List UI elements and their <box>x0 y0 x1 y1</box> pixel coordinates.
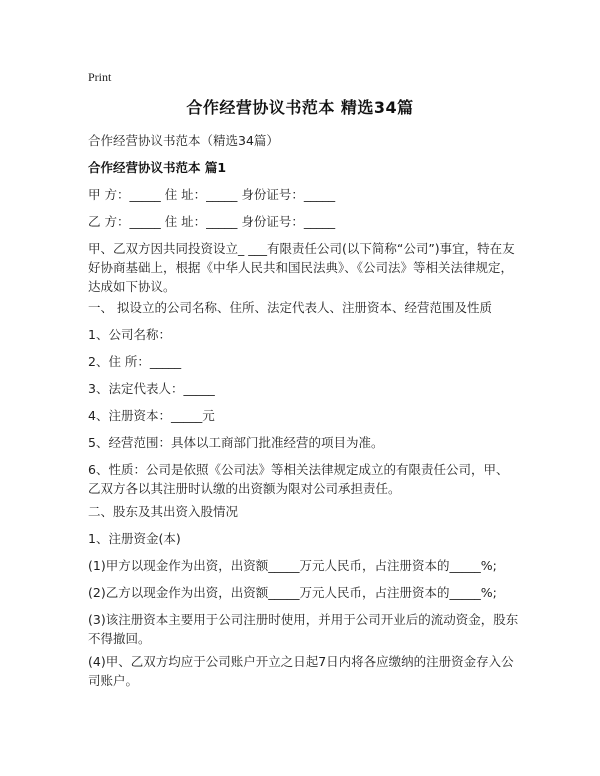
nature-item: 6、性质：公司是依照《公司法》等相关法律规定成立的有限责任公司，甲、乙双方各以其注册时认缴的出资额为限对公司承担责任。 <box>88 462 509 496</box>
print-link[interactable]: Print <box>88 70 112 84</box>
section-title: 合作经营协议书范本 篇1 <box>88 160 227 175</box>
capital-usage-paragraph: (3)该注册资本主要用于公司注册时使用，并用于公司开业后的流动资金，股东不得撤回。 <box>88 612 519 646</box>
registered-funds-item: 1、注册资金(本) <box>88 531 181 546</box>
section-1-heading: 一、 拟设立的公司名称、住所、法定代表人、注册资本、经营范围及性质 <box>88 300 492 315</box>
intro-paragraph: 甲、乙双方因共同投资设立_ ___有限责任公司(以下简称“公司”)事宜，特在友好协商基础上，根据《中华人民共和国民法典》、《公司法》等相关法律规定，达成如下协议。 <box>88 241 515 294</box>
address-item: 2、住 所：_____ <box>88 354 182 369</box>
party-b-contribution: (2)乙方以现金作为出资，出资额_____万元人民币，占注册资本的_____%; <box>88 585 497 600</box>
section-2-heading: 二、股东及其出资入股情况 <box>88 504 239 519</box>
party-b-line: 乙 方：_____ 住 址：_____ 身份证号：_____ <box>88 214 336 229</box>
deposit-deadline-paragraph: (4)甲、乙双方均应于公司账户开立之日起7日内将各应缴纳的注册资金存入公司账户。 <box>88 654 514 688</box>
legal-rep-item: 3、法定代表人：_____ <box>88 381 215 396</box>
company-name-item: 1、公司名称： <box>88 327 171 342</box>
party-a-contribution: (1)甲方以现金作为出资，出资额_____万元人民币，占注册资本的_____%; <box>88 558 497 573</box>
party-a-line: 甲 方：_____ 住 址：_____ 身份证号：_____ <box>88 187 336 202</box>
document-subtitle: 合作经营协议书范本（精选34篇） <box>88 133 279 148</box>
registered-capital-item: 4、注册资本：_____元 <box>88 408 215 423</box>
business-scope-item: 5、经营范围：具体以工商部门批准经营的项目为准。 <box>88 435 384 450</box>
document-title: 合作经营协议书范本 精选34篇 <box>186 98 414 117</box>
